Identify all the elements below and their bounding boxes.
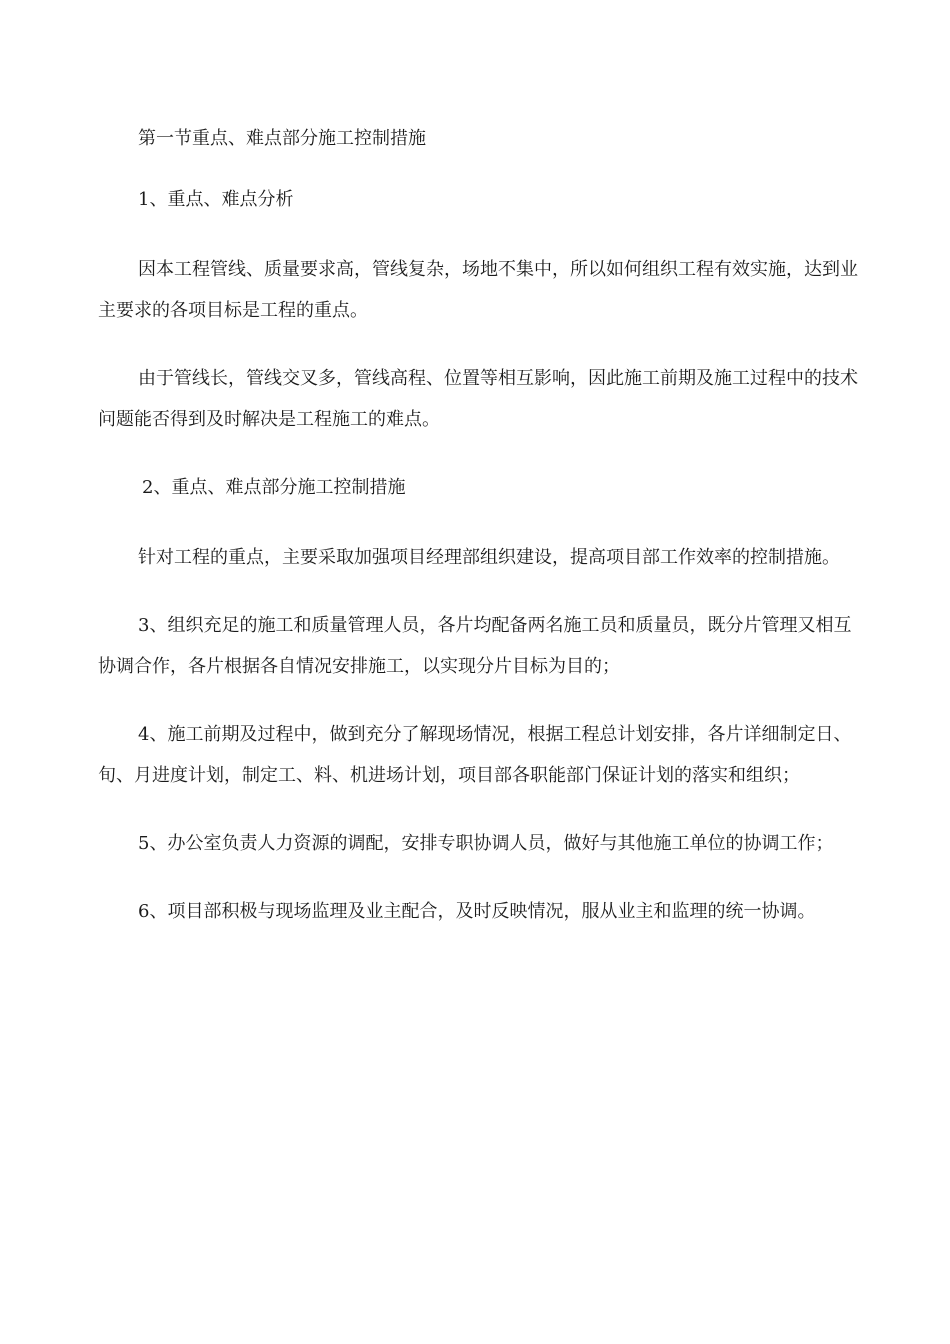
paragraph: 因本工程管线、质量要求高，管线复杂，场地不集中，所以如何组织工程有效实施，达到业主要求的各项目标是工程的重点。 — [98, 259, 858, 321]
section-heading-2: 2、重点、难点部分施工控制措施 — [142, 477, 406, 498]
paragraph: 5、办公室负责人力资源的调配，安排专职协调人员，做好与其他施工单位的协调工作； — [138, 833, 834, 854]
paragraph: 针对工程的重点，主要采取加强项目经理部组织建设，提高项目部工作效率的控制措施。 — [138, 547, 840, 568]
paragraph: 6、项目部积极与现场监理及业主配合，及时反映情况，服从业主和监理的统一协调。 — [138, 901, 816, 922]
paragraph: 由于管线长，管线交叉多，管线高程、位置等相互影响，因此施工前期及施工过程中的技术问题能否得到及时解决是工程施工的难点。 — [98, 368, 858, 430]
paragraph: 4、施工前期及过程中，做到充分了解现场情况，根据工程总计划安排，各片详细制定日、旬、月进度计划，制定工、料、机进场计划，项目部各职能部门保证计划的落实和组织； — [98, 724, 852, 786]
paragraph: 3、组织充足的施工和质量管理人员，各片均配备两名施工员和质量员，既分片管理又相互协调合作，各片根据各自情况安排施工，以实现分片目标为目的； — [98, 615, 852, 677]
section-heading-1: 1、重点、难点分析 — [138, 189, 294, 210]
document-body — [98, 118, 858, 959]
section-title: 第一节重点、难点部分施工控制措施 — [138, 128, 426, 149]
